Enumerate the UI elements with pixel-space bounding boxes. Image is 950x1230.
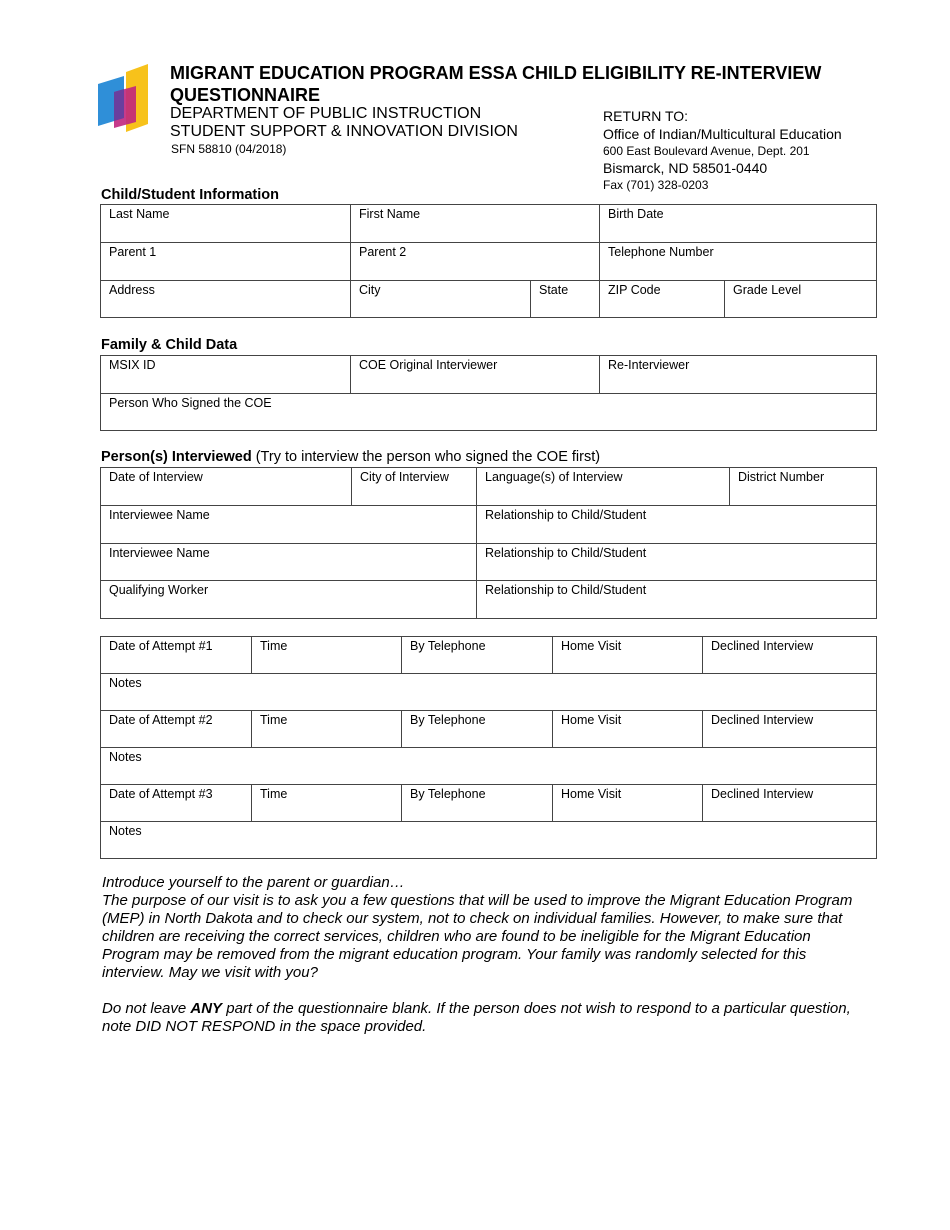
grade-level-field[interactable]: Grade Level <box>725 281 877 318</box>
declined-interview-field[interactable]: Declined Interview <box>703 711 877 748</box>
blank-instruction-post: part of the questionnaire blank. If the person does not wish to respond to a particular question, note DID NOT RESPOND in the space provided. <box>102 1000 851 1035</box>
blank-instruction <box>102 1000 862 1036</box>
return-address <box>603 107 842 193</box>
intro-line: Introduce yourself to the parent or guardian… <box>102 874 405 891</box>
home-visit-field[interactable]: Home Visit <box>553 637 703 674</box>
interview-date-field[interactable]: Date of Interview <box>101 468 352 506</box>
persons-table <box>100 467 877 619</box>
blank-instruction-any: ANY <box>190 1000 223 1017</box>
declined-interview-field[interactable]: Declined Interview <box>703 785 877 822</box>
attempt-date-field[interactable]: Date of Attempt #3 <box>101 785 252 822</box>
msix-id-field[interactable]: MSIX ID <box>101 356 351 394</box>
relationship-field[interactable]: Relationship to Child/Student <box>477 506 877 544</box>
form-title: MIGRANT EDUCATION PROGRAM ESSA CHILD ELIGIBILITY RE-INTERVIEW QUESTIONNAIRE <box>170 63 822 105</box>
interviewee-name-field[interactable]: Interviewee Name <box>101 544 477 581</box>
interviewee-name-field[interactable]: Interviewee Name <box>101 506 477 544</box>
attempt-time-field[interactable]: Time <box>252 637 402 674</box>
relationship-field[interactable]: Relationship to Child/Student <box>477 581 877 619</box>
division-name: STUDENT SUPPORT & INNOVATION DIVISION <box>170 123 518 140</box>
birth-date-field[interactable]: Birth Date <box>600 205 877 243</box>
by-telephone-field[interactable]: By Telephone <box>402 711 553 748</box>
persons-heading-title: Person(s) Interviewed <box>101 449 252 465</box>
home-visit-field[interactable]: Home Visit <box>553 711 703 748</box>
department-name: DEPARTMENT OF PUBLIC INSTRUCTION <box>170 105 482 122</box>
persons-heading-note: (Try to interview the person who signed the COE first) <box>255 449 601 465</box>
return-office: Office of Indian/Multicultural Education <box>603 126 842 142</box>
telephone-field[interactable]: Telephone Number <box>600 243 877 281</box>
state-field[interactable]: State <box>531 281 600 318</box>
dpi-logo-icon <box>96 64 150 132</box>
by-telephone-field[interactable]: By Telephone <box>402 785 553 822</box>
city-field[interactable]: City <box>351 281 531 318</box>
by-telephone-field[interactable]: By Telephone <box>402 637 553 674</box>
return-street: 600 East Boulevard Avenue, Dept. 201 <box>603 144 810 158</box>
attempt-time-field[interactable]: Time <box>252 785 402 822</box>
last-name-field[interactable]: Last Name <box>101 205 351 243</box>
parent2-field[interactable]: Parent 2 <box>351 243 600 281</box>
family-data-heading: Family & Child Data <box>101 337 238 353</box>
interview-language-field[interactable]: Language(s) of Interview <box>477 468 730 506</box>
zip-field[interactable]: ZIP Code <box>600 281 725 318</box>
reinterviewer-field[interactable]: Re-Interviewer <box>600 356 877 394</box>
persons-heading <box>101 449 600 465</box>
blank-instruction-pre: Do not leave <box>102 1000 191 1017</box>
parent1-field[interactable]: Parent 1 <box>101 243 351 281</box>
attempt-notes-field[interactable]: Notes <box>101 748 877 785</box>
child-info-heading: Child/Student Information <box>101 187 280 203</box>
purpose-paragraph: The purpose of our visit is to ask you a few questions that will be used to improve the Migrant Education Program (MEP) in North Dakota and to check our system, not to check on individual families. However, to make sure that children are receiving the correct services, children who are found to be ineligible for the Migrant Education Program may be removed from the migrant education program. Your family was randomly selected for this interview. May we visit with you? <box>102 892 853 981</box>
department-block <box>170 105 518 141</box>
signed-coe-field[interactable]: Person Who Signed the COE <box>101 394 877 431</box>
attempt-notes-field[interactable]: Notes <box>101 674 877 711</box>
form-number: SFN 58810 (04/2018) <box>171 142 287 156</box>
qualifying-worker-field[interactable]: Qualifying Worker <box>101 581 477 619</box>
relationship-field[interactable]: Relationship to Child/Student <box>477 544 877 581</box>
interview-city-field[interactable]: City of Interview <box>352 468 477 506</box>
attempt-date-field[interactable]: Date of Attempt #1 <box>101 637 252 674</box>
return-city: Bismarck, ND 58501-0440 <box>603 160 768 176</box>
attempt-date-field[interactable]: Date of Attempt #2 <box>101 711 252 748</box>
home-visit-field[interactable]: Home Visit <box>553 785 703 822</box>
child-info-table <box>100 204 877 318</box>
return-label: RETURN TO: <box>603 108 689 124</box>
address-field[interactable]: Address <box>101 281 351 318</box>
attempt-notes-field[interactable]: Notes <box>101 822 877 859</box>
attempt-time-field[interactable]: Time <box>252 711 402 748</box>
attempts-table <box>100 636 877 859</box>
district-number-field[interactable]: District Number <box>730 468 877 506</box>
return-fax: Fax (701) 328-0203 <box>603 178 709 192</box>
first-name-field[interactable]: First Name <box>351 205 600 243</box>
family-data-table <box>100 355 877 431</box>
declined-interview-field[interactable]: Declined Interview <box>703 637 877 674</box>
coe-interviewer-field[interactable]: COE Original Interviewer <box>351 356 600 394</box>
intro-text <box>102 874 862 1054</box>
